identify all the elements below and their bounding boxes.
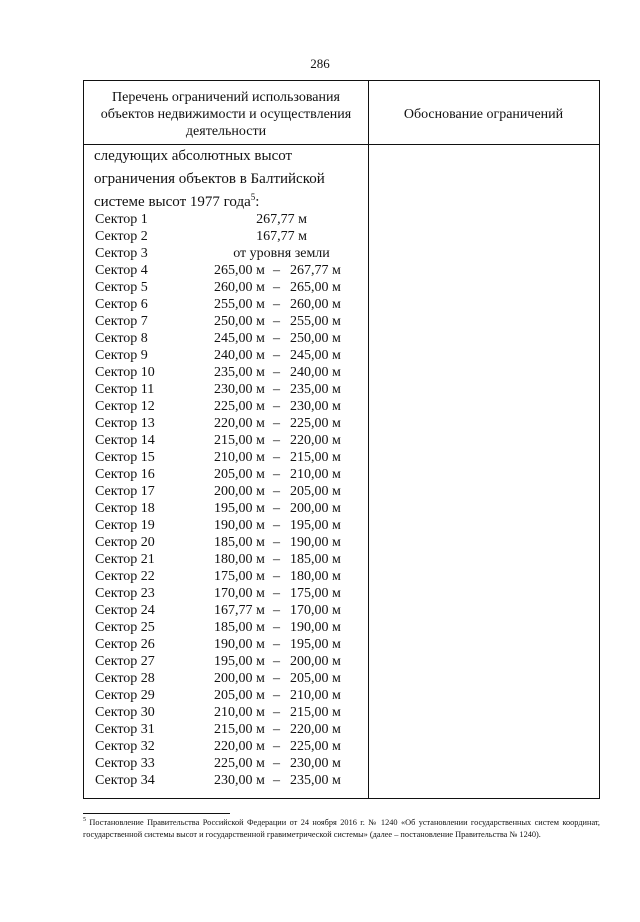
sector-name: Сектор 19: [95, 518, 155, 533]
range-dash: –: [273, 705, 280, 720]
range-dash: –: [273, 535, 280, 550]
sector-height-from: 200,00 м: [214, 484, 265, 499]
sector-height-to: 225,00 м: [290, 739, 341, 754]
sector-height-to: 250,00 м: [290, 331, 341, 346]
restrictions-table: [83, 80, 600, 799]
sector-row: [95, 279, 365, 296]
sector-height-to: 200,00 м: [290, 501, 341, 516]
sector-row: [95, 687, 365, 704]
range-dash: –: [273, 518, 280, 533]
sector-name: Сектор 9: [95, 348, 148, 363]
sector-name: Сектор 1: [95, 212, 148, 227]
sector-row: [95, 755, 365, 772]
sector-name: Сектор 24: [95, 603, 155, 618]
range-dash: –: [273, 314, 280, 329]
sector-name: Сектор 7: [95, 314, 148, 329]
range-dash: –: [273, 467, 280, 482]
intro-text: следующих абсолютных высот ограничения объектов в Балтийской системе высот 1977 года: [94, 148, 325, 210]
sector-row: [95, 636, 365, 653]
sector-height-to: 210,00 м: [290, 467, 341, 482]
sector-row: [95, 653, 365, 670]
sector-name: Сектор 29: [95, 688, 155, 703]
sector-name: Сектор 33: [95, 756, 155, 771]
range-dash: –: [273, 569, 280, 584]
sector-height-to: 190,00 м: [290, 620, 341, 635]
sector-list: [95, 211, 365, 789]
sector-height-to: 235,00 м: [290, 773, 341, 788]
sector-name: Сектор 13: [95, 416, 155, 431]
footnote-separator: [83, 813, 230, 814]
sector-row: [95, 330, 365, 347]
sector-height-to: 190,00 м: [290, 535, 341, 550]
sector-height: от уровня земли: [233, 246, 330, 261]
sector-height-to: 240,00 м: [290, 365, 341, 380]
range-dash: –: [273, 552, 280, 567]
sector-height-from: 215,00 м: [214, 722, 265, 737]
range-dash: –: [273, 484, 280, 499]
intro-paragraph: [94, 145, 364, 214]
sector-row: [95, 313, 365, 330]
range-dash: –: [273, 348, 280, 363]
range-dash: –: [273, 399, 280, 414]
sector-height-from: 200,00 м: [214, 671, 265, 686]
sector-height-from: 167,77 м: [214, 603, 265, 618]
range-dash: –: [273, 654, 280, 669]
sector-row: [95, 432, 365, 449]
sector-height: 267,77 м: [256, 212, 307, 227]
sector-row: [95, 568, 365, 585]
sector-row: [95, 517, 365, 534]
sector-name: Сектор 12: [95, 399, 155, 414]
sector-row: [95, 262, 365, 279]
sector-row: [95, 296, 365, 313]
sector-height-to: 230,00 м: [290, 399, 341, 414]
range-dash: –: [273, 688, 280, 703]
sector-height-to: 195,00 м: [290, 637, 341, 652]
sector-height-to: 255,00 м: [290, 314, 341, 329]
range-dash: –: [273, 263, 280, 278]
sector-height-from: 260,00 м: [214, 280, 265, 295]
sector-height-from: 185,00 м: [214, 535, 265, 550]
sector-row: [95, 619, 365, 636]
sector-height-to: 235,00 м: [290, 382, 341, 397]
sector-row: [95, 602, 365, 619]
sector-name: Сектор 11: [95, 382, 155, 397]
sector-row: [95, 772, 365, 789]
sector-name: Сектор 17: [95, 484, 155, 499]
sector-height-from: 225,00 м: [214, 756, 265, 771]
range-dash: –: [273, 331, 280, 346]
range-dash: –: [273, 416, 280, 431]
sector-name: Сектор 34: [95, 773, 155, 788]
sector-height-from: 220,00 м: [214, 416, 265, 431]
footnote-text: Постановление Правительства Российской Федерации от 24 ноября 2016 г. № 1240 «Об установлении государственных систем координат, государственной системы высот и государственной гравиметрической системы» (далее – постановление Правительства № 1240).: [83, 818, 600, 839]
footnote-number: 5: [83, 817, 86, 824]
sector-row: [95, 449, 365, 466]
range-dash: –: [273, 297, 280, 312]
sector-height: 167,77 м: [256, 229, 307, 244]
sector-height-from: 210,00 м: [214, 450, 265, 465]
sector-height-from: 240,00 м: [214, 348, 265, 363]
sector-row: [95, 500, 365, 517]
range-dash: –: [273, 280, 280, 295]
range-dash: –: [273, 637, 280, 652]
sector-row: [95, 347, 365, 364]
sector-height-from: 180,00 м: [214, 552, 265, 567]
sector-name: Сектор 5: [95, 280, 148, 295]
sector-height-from: 205,00 м: [214, 688, 265, 703]
sector-height-to: 205,00 м: [290, 484, 341, 499]
sector-name: Сектор 23: [95, 586, 155, 601]
sector-height-from: 215,00 м: [214, 433, 265, 448]
range-dash: –: [273, 365, 280, 380]
sector-height-from: 190,00 м: [214, 518, 265, 533]
sector-row: [95, 585, 365, 602]
sector-name: Сектор 27: [95, 654, 155, 669]
sector-height-to: 215,00 м: [290, 450, 341, 465]
sector-height-to: 210,00 м: [290, 688, 341, 703]
sector-row: [95, 466, 365, 483]
range-dash: –: [273, 739, 280, 754]
sector-height-to: 200,00 м: [290, 654, 341, 669]
sector-name: Сектор 30: [95, 705, 155, 720]
sector-row: [95, 721, 365, 738]
header-restrictions-list: Перечень ограничений использования объектов недвижимости и осуществления деятельности: [100, 90, 352, 139]
page-number: 286: [310, 56, 330, 71]
sector-height-from: 205,00 м: [214, 467, 265, 482]
sector-row: [95, 738, 365, 755]
sector-name: Сектор 4: [95, 263, 148, 278]
sector-row: [95, 415, 365, 432]
sector-name: Сектор 25: [95, 620, 155, 635]
sector-height-from: 255,00 м: [214, 297, 265, 312]
sector-height-to: 220,00 м: [290, 722, 341, 737]
sector-name: Сектор 32: [95, 739, 155, 754]
sector-height-from: 185,00 м: [214, 620, 265, 635]
sector-height-to: 180,00 м: [290, 569, 341, 584]
sector-height-to: 195,00 м: [290, 518, 341, 533]
sector-row: [95, 381, 365, 398]
sector-row: [95, 398, 365, 415]
sector-height-to: 245,00 м: [290, 348, 341, 363]
sector-height-to: 225,00 м: [290, 416, 341, 431]
sector-name: Сектор 20: [95, 535, 155, 550]
sector-row: [95, 483, 365, 500]
range-dash: –: [273, 586, 280, 601]
sector-name: Сектор 3: [95, 246, 148, 261]
sector-row: [95, 534, 365, 551]
sector-name: Сектор 10: [95, 365, 155, 380]
sector-row: [95, 704, 365, 721]
sector-row: [95, 228, 365, 245]
range-dash: –: [273, 501, 280, 516]
column-divider: [368, 81, 369, 798]
range-dash: –: [273, 620, 280, 635]
sector-name: Сектор 14: [95, 433, 155, 448]
sector-name: Сектор 22: [95, 569, 155, 584]
header-justification: Обоснование ограничений: [403, 107, 564, 122]
sector-height-to: 185,00 м: [290, 552, 341, 567]
sector-height-to: 215,00 м: [290, 705, 341, 720]
sector-height-to: 265,00 м: [290, 280, 341, 295]
range-dash: –: [273, 773, 280, 788]
sector-name: Сектор 6: [95, 297, 148, 312]
sector-height-to: 220,00 м: [290, 433, 341, 448]
range-dash: –: [273, 671, 280, 686]
sector-row: [95, 245, 365, 262]
range-dash: –: [273, 450, 280, 465]
sector-row: [95, 211, 365, 228]
sector-name: Сектор 31: [95, 722, 155, 737]
sector-height-from: 195,00 м: [214, 501, 265, 516]
sector-height-from: 265,00 м: [214, 263, 265, 278]
sector-height-to: 205,00 м: [290, 671, 341, 686]
sector-height-from: 225,00 м: [214, 399, 265, 414]
sector-height-from: 250,00 м: [214, 314, 265, 329]
footnote: [83, 817, 600, 841]
sector-row: [95, 670, 365, 687]
sector-height-to: 267,77 м: [290, 263, 341, 278]
sector-row: [95, 551, 365, 568]
sector-name: Сектор 16: [95, 467, 155, 482]
sector-row: [95, 364, 365, 381]
range-dash: –: [273, 382, 280, 397]
sector-name: Сектор 2: [95, 229, 148, 244]
sector-height-from: 220,00 м: [214, 739, 265, 754]
sector-height-from: 230,00 м: [214, 382, 265, 397]
range-dash: –: [273, 433, 280, 448]
sector-name: Сектор 8: [95, 331, 148, 346]
sector-height-from: 170,00 м: [214, 586, 265, 601]
footnote-ref: 5: [250, 192, 256, 202]
sector-height-to: 175,00 м: [290, 586, 341, 601]
sector-height-from: 235,00 м: [214, 365, 265, 380]
sector-name: Сектор 28: [95, 671, 155, 686]
sector-height-from: 195,00 м: [214, 654, 265, 669]
range-dash: –: [273, 603, 280, 618]
sector-height-from: 175,00 м: [214, 569, 265, 584]
range-dash: –: [273, 722, 280, 737]
sector-height-from: 245,00 м: [214, 331, 265, 346]
range-dash: –: [273, 756, 280, 771]
sector-height-to: 230,00 м: [290, 756, 341, 771]
sector-height-from: 230,00 м: [214, 773, 265, 788]
sector-height-to: 260,00 м: [290, 297, 341, 312]
sector-name: Сектор 26: [95, 637, 155, 652]
sector-height-from: 210,00 м: [214, 705, 265, 720]
sector-height-to: 170,00 м: [290, 603, 341, 618]
sector-height-from: 190,00 м: [214, 637, 265, 652]
sector-name: Сектор 15: [95, 450, 155, 465]
sector-name: Сектор 21: [95, 552, 155, 567]
sector-name: Сектор 18: [95, 501, 155, 516]
intro-suffix: :: [255, 194, 260, 210]
